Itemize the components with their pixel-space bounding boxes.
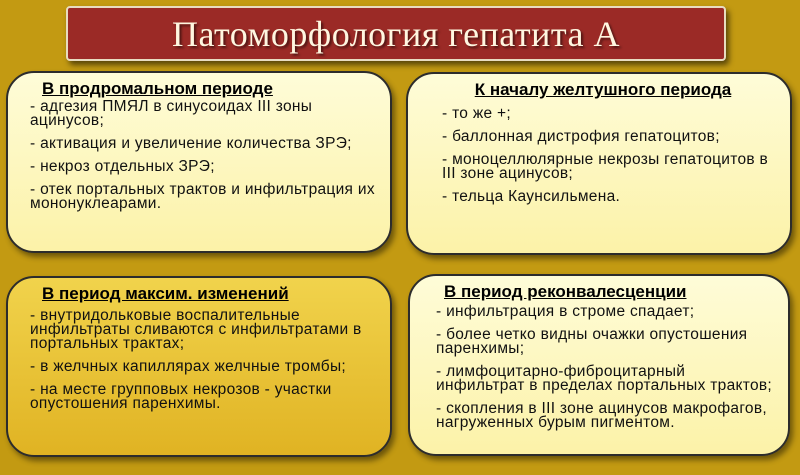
recovery-list: [432, 305, 774, 430]
title-banner: [66, 6, 726, 61]
icteric-panel: [406, 72, 792, 255]
icteric-list: [430, 107, 776, 204]
list-item: - скопления в III зоне ацинусов макрофагов, нагруженных бурым пигментом.: [436, 400, 767, 431]
list-item: - баллонная дистрофия гепатоцитов;: [442, 128, 720, 145]
peak-heading: В период максим. изменений: [42, 284, 289, 303]
prodrome-list: [30, 100, 376, 211]
list-item: - более четко видны очажки опустошения паренхимы;: [436, 326, 748, 357]
peak-panel: [6, 276, 392, 457]
recovery-heading: В период реконвалесценции: [444, 282, 687, 301]
list-item: - некроз отдельных ЗРЭ;: [30, 158, 215, 175]
prodrome-panel: [6, 71, 392, 253]
list-item: - инфильтрация в строме спадает;: [436, 303, 695, 320]
list-item: - в желчных капиллярах желчные тромбы;: [30, 358, 347, 375]
list-item: - на месте групповых некрозов - участки опустошения паренхимы.: [30, 381, 332, 412]
list-item: - отек портальных трактов и инфильтрация их мононуклеарами.: [30, 181, 375, 212]
recovery-panel: [408, 274, 790, 456]
prodrome-heading: В продромальном периоде: [42, 79, 273, 98]
list-item: - внутридольковые воспалительные инфильтраты сливаются с инфильтратами в портальных трактах;: [30, 307, 362, 352]
icteric-heading: К началу желтушного периода: [474, 80, 732, 99]
list-item: - тельца Каунсильмена.: [442, 188, 621, 205]
list-item: - активация и увеличение количества ЗРЭ;: [30, 135, 352, 152]
peak-list: [30, 309, 376, 411]
list-item: - моноцеллюлярные некрозы гепатоцитов в III зоне ацинусов;: [442, 151, 769, 182]
list-item: - адгезия ПМЯЛ в синусоидах III зоны ацинусов;: [30, 98, 313, 129]
page-title: Патоморфология гепатита А: [171, 13, 621, 54]
list-item: - лимфоцитарно-фиброцитарный инфильтрат в пределах портальных трактов;: [436, 363, 773, 394]
list-item: - то же +;: [442, 105, 511, 122]
